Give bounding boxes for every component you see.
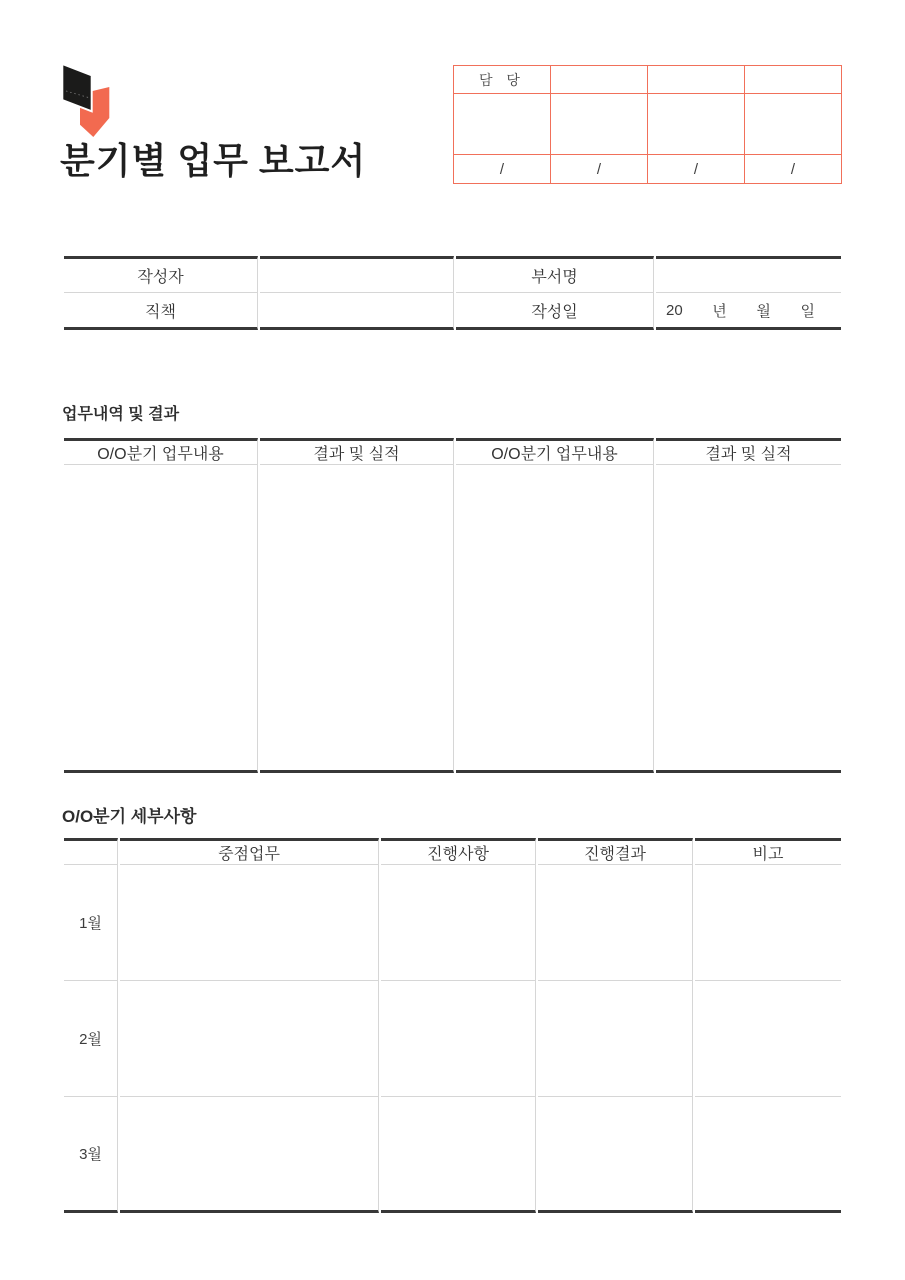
focus-task-cell[interactable]: [120, 981, 379, 1097]
writer-field[interactable]: [260, 256, 454, 293]
month-label: 1월: [64, 865, 118, 981]
page-title: 분기별 업무 보고서: [60, 141, 367, 181]
work-column-header: 결과 및 실적: [656, 438, 841, 465]
approval-date-cell[interactable]: /: [648, 155, 745, 184]
detail-month-row: [64, 865, 841, 981]
approval-date-cell[interactable]: /: [551, 155, 648, 184]
department-label: 부서명: [456, 256, 654, 293]
detail-column-header: 중점업무: [120, 838, 379, 865]
work-content-cell[interactable]: [456, 465, 654, 773]
work-content-cell[interactable]: [64, 465, 258, 773]
detail-header-row: [64, 838, 841, 865]
detail-section-title: O/O분기 세부사항: [62, 807, 197, 826]
approval-role-row: [454, 66, 842, 94]
work-result-cell[interactable]: [260, 465, 454, 773]
progress-cell[interactable]: [381, 865, 536, 981]
position-label: 직책: [64, 293, 258, 330]
focus-task-cell[interactable]: [120, 865, 379, 981]
date-day-unit: 일: [800, 302, 815, 320]
approval-table: [453, 65, 842, 184]
work-body-row: [64, 465, 841, 773]
work-header-row: [64, 438, 841, 465]
info-table: [62, 256, 843, 330]
detail-month-row: [64, 1097, 841, 1213]
detail-column-header: 진행결과: [538, 838, 693, 865]
date-label: 작성일: [456, 293, 654, 330]
approval-role-cell[interactable]: [745, 66, 842, 94]
detail-corner-cell: [64, 838, 118, 865]
detail-table: [62, 838, 843, 1213]
department-field[interactable]: [656, 256, 841, 293]
work-section-title: 업무내역 및 결과: [62, 406, 180, 423]
note-cell[interactable]: [695, 1097, 841, 1213]
month-label: 2월: [64, 981, 118, 1097]
focus-task-cell[interactable]: [120, 1097, 379, 1213]
progress-cell[interactable]: [381, 981, 536, 1097]
result-cell[interactable]: [538, 1097, 693, 1213]
note-cell[interactable]: [695, 981, 841, 1097]
date-month-unit: 월: [756, 302, 771, 320]
date-field[interactable]: [656, 293, 841, 330]
progress-cell[interactable]: [381, 1097, 536, 1213]
approval-signature-cell[interactable]: [745, 94, 842, 155]
result-cell[interactable]: [538, 865, 693, 981]
work-column-header: 결과 및 실적: [260, 438, 454, 465]
month-label: 3월: [64, 1097, 118, 1213]
note-cell[interactable]: [695, 865, 841, 981]
position-field[interactable]: [260, 293, 454, 330]
detail-column-header: 비고: [695, 838, 841, 865]
approval-signature-cell[interactable]: [648, 94, 745, 155]
approval-role-cell[interactable]: [551, 66, 648, 94]
work-table: [62, 438, 843, 773]
approval-role-cell[interactable]: [648, 66, 745, 94]
approval-date-row: [454, 155, 842, 184]
approval-role-label: 담 당: [454, 66, 551, 94]
approval-signature-row: [454, 94, 842, 155]
date-year-unit: 년: [712, 302, 727, 320]
writer-label: 작성자: [64, 256, 258, 293]
company-logo-icon: [55, 58, 120, 143]
logo-black-shape: [62, 64, 91, 111]
date-century: 20: [666, 301, 683, 319]
date-parts: [656, 300, 841, 321]
work-column-header: O/O분기 업무내용: [456, 438, 654, 465]
result-cell[interactable]: [538, 981, 693, 1097]
approval-signature-cell[interactable]: [454, 94, 551, 155]
work-column-header: O/O분기 업무내용: [64, 438, 258, 465]
detail-month-row: [64, 981, 841, 1097]
detail-column-header: 진행사항: [381, 838, 536, 865]
approval-signature-cell[interactable]: [551, 94, 648, 155]
approval-date-cell[interactable]: /: [745, 155, 842, 184]
approval-date-cell[interactable]: /: [454, 155, 551, 184]
work-result-cell[interactable]: [656, 465, 841, 773]
